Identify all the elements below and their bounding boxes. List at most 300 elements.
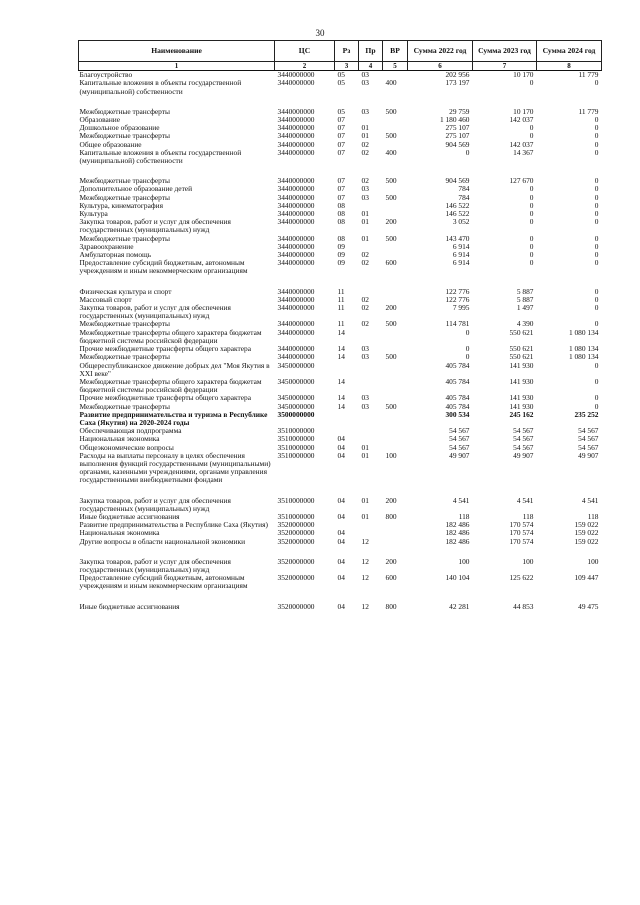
row-vr xyxy=(383,141,408,149)
table-row xyxy=(79,444,602,452)
row-sum-2023: 0 xyxy=(529,193,534,202)
row-pr: 03 xyxy=(361,345,369,354)
row-cs-code: 3520000000 xyxy=(277,557,315,566)
row-name: Обеспечивающая подпрограмма xyxy=(79,427,182,436)
row-sum-2022: 4 541 xyxy=(452,496,470,505)
row-name: Межбюджетные трансферты xyxy=(79,353,170,362)
row-vr: 500 xyxy=(385,177,397,186)
row-cs-code: 3440000000 xyxy=(277,353,315,362)
table-row xyxy=(79,132,602,140)
row-cs-code: 3450000000 xyxy=(277,402,315,411)
row-sum-2024: 0 xyxy=(594,287,599,296)
table-row xyxy=(79,427,602,435)
row-sum-2024: 0 xyxy=(594,234,599,243)
row-sum-2022: 1 180 460 xyxy=(439,116,470,125)
row-rz: 04 xyxy=(337,557,345,566)
row-sum-2024: 0 xyxy=(594,193,599,202)
row-sum-2023: 0 xyxy=(529,218,534,227)
row-cs-code: 3450000000 xyxy=(277,361,315,370)
row-name: Закупка товаров, работ и услуг для обеспечения государственных (муниципальных) нужд xyxy=(79,218,231,235)
row-sum-2024: 49 475 xyxy=(578,602,599,611)
table-row xyxy=(79,435,602,443)
row-vr: 200 xyxy=(385,304,397,313)
row-vr: 800 xyxy=(385,602,397,611)
row-rz: 07 xyxy=(337,132,345,141)
row-pr: 01 xyxy=(361,496,369,505)
row-sum-2022: 405 784 xyxy=(445,361,470,370)
row-rz: 09 xyxy=(337,259,345,268)
row-name: Прочие межбюджетные трансферты общего характера xyxy=(79,345,252,354)
row-name: Межбюджетные трансферты xyxy=(79,320,170,329)
row-vr xyxy=(383,251,408,259)
header-sum-2022: Сумма 2022 год xyxy=(408,41,473,62)
row-vr xyxy=(383,288,408,296)
row-rz: 11 xyxy=(337,295,345,304)
row-sum-2022: 49 907 xyxy=(449,451,470,460)
row-name: Межбюджетные трансферты общего характера бюджетам бюджетной системы российской федерации xyxy=(79,328,262,345)
table-row xyxy=(79,288,602,296)
row-sum-2022: 114 781 xyxy=(445,320,470,329)
row-name: Межбюджетные трансферты xyxy=(79,234,170,243)
row-pr: 02 xyxy=(361,177,369,186)
row-cs-code: 3440000000 xyxy=(277,70,315,80)
table-row xyxy=(79,353,602,361)
table-row xyxy=(79,243,602,251)
row-sum-2023: 54 567 xyxy=(513,435,534,444)
row-vr: 200 xyxy=(385,218,397,227)
row-vr xyxy=(383,185,408,193)
row-sum-2022: 54 567 xyxy=(449,443,470,452)
header-rz: Рз xyxy=(335,41,359,62)
row-pr: 03 xyxy=(361,353,369,362)
row-rz: 09 xyxy=(337,251,345,260)
row-sum-2023: 0 xyxy=(529,79,534,88)
row-pr: 01 xyxy=(361,451,369,460)
row-pr: 12 xyxy=(361,602,369,611)
row-sum-2024: 0 xyxy=(594,295,599,304)
row-vr: 600 xyxy=(385,574,397,583)
row-sum-2024: 0 xyxy=(594,402,599,411)
row-spacer-cell xyxy=(79,96,602,108)
row-rz: 07 xyxy=(337,193,345,202)
row-sum-2023: 0 xyxy=(529,132,534,141)
row-sum-2022: 0 xyxy=(465,148,470,157)
row-name: Развитие предпринимательства и туризма в Республике Саха (Якутия) на 2020-2024 годы xyxy=(79,410,268,427)
table-row xyxy=(79,194,602,202)
row-sum-2022: 904 569 xyxy=(445,177,470,186)
row-pr: 01 xyxy=(361,124,369,133)
row-vr xyxy=(383,329,408,345)
table-row xyxy=(79,394,602,402)
row-rz: 04 xyxy=(337,496,345,505)
row-pr: 03 xyxy=(361,402,369,411)
row-sum-2023: 170 574 xyxy=(509,521,534,530)
row-cs-code: 3440000000 xyxy=(277,320,315,329)
table-row xyxy=(79,108,602,116)
row-pr: 03 xyxy=(361,107,369,116)
row-sum-2023: 127 670 xyxy=(509,177,534,186)
row-vr: 500 xyxy=(385,320,397,329)
row-cs-code: 3440000000 xyxy=(277,328,315,337)
header-sum-2024: Сумма 2024 год xyxy=(537,41,602,62)
row-pr: 02 xyxy=(361,251,369,260)
row-spacer-cell xyxy=(79,485,602,497)
row-spacer-cell xyxy=(79,276,602,288)
row-name: Дополнительное образование детей xyxy=(79,185,193,194)
table-row xyxy=(79,497,602,513)
row-rz: 11 xyxy=(337,320,345,329)
table-row xyxy=(79,259,602,275)
row-cs-code: 3440000000 xyxy=(277,116,315,125)
row-vr xyxy=(383,210,408,218)
table-row xyxy=(79,251,602,259)
row-name: Межбюджетные трансферты xyxy=(79,193,170,202)
row-rz: 04 xyxy=(337,443,345,452)
row-sum-2023: 550 621 xyxy=(509,345,534,354)
row-cs-code: 3510000000 xyxy=(277,496,315,505)
row-sum-2023: 141 930 xyxy=(509,361,534,370)
row-pr: 03 xyxy=(361,193,369,202)
row-sum-2023: 54 567 xyxy=(513,427,534,436)
row-vr: 200 xyxy=(385,557,397,566)
row-cs-code: 3440000000 xyxy=(277,79,315,88)
row-sum-2024: 54 567 xyxy=(578,443,599,452)
row-pr xyxy=(359,329,383,345)
row-sum-2024: 0 xyxy=(594,185,599,194)
row-pr xyxy=(359,435,383,443)
row-pr: 02 xyxy=(361,295,369,304)
row-sum-2024: 0 xyxy=(594,218,599,227)
row-cs-code: 3440000000 xyxy=(277,251,315,260)
row-sum-2023: 142 037 xyxy=(509,140,534,149)
row-name: Межбюджетные трансферты xyxy=(79,132,170,141)
row-rz: 08 xyxy=(337,218,345,227)
row-sum-2023: 0 xyxy=(529,234,534,243)
header-number: 8 xyxy=(537,62,602,71)
row-cs-code: 3510000000 xyxy=(277,443,315,452)
row-name: Общее образование xyxy=(79,140,142,149)
row-sum-2023: 10 170 xyxy=(513,107,534,116)
row-pr: 02 xyxy=(361,259,369,268)
row-vr: 200 xyxy=(385,496,397,505)
row-rz xyxy=(335,427,359,435)
row-vr: 600 xyxy=(385,259,397,268)
row-cs-code: 3510000000 xyxy=(277,435,315,444)
row-pr xyxy=(359,521,383,529)
table-row xyxy=(79,177,602,185)
row-name: Дошкольное образование xyxy=(79,124,160,133)
row-sum-2022: 54 567 xyxy=(449,427,470,436)
table-row xyxy=(79,79,602,95)
header-number: 7 xyxy=(473,62,537,71)
table-row xyxy=(79,574,602,590)
table-body xyxy=(79,71,602,611)
row-vr xyxy=(383,411,408,427)
row-sum-2024: 0 xyxy=(594,377,599,386)
row-name: Общеэкономические вопросы xyxy=(79,443,174,452)
row-sum-2022: 140 104 xyxy=(445,574,470,583)
row-name: Массовый спорт xyxy=(79,295,132,304)
row-sum-2022: 182 486 xyxy=(445,521,470,530)
row-sum-2022: 182 486 xyxy=(445,537,470,546)
row-vr xyxy=(383,444,408,452)
row-rz: 04 xyxy=(337,435,345,444)
row-rz: 04 xyxy=(337,529,345,538)
row-sum-2024: 0 xyxy=(594,132,599,141)
table-row xyxy=(79,235,602,243)
row-cs-code: 3440000000 xyxy=(277,218,315,227)
row-vr xyxy=(383,345,408,353)
row-rz: 08 xyxy=(337,210,345,219)
header-row xyxy=(79,41,602,62)
header-name: Наименование xyxy=(79,41,275,62)
table-row xyxy=(79,403,602,411)
row-sum-2023: 5 887 xyxy=(516,295,534,304)
row-sum-2024: 159 022 xyxy=(574,529,599,538)
row-spacer-cell xyxy=(79,546,602,558)
row-vr xyxy=(383,116,408,124)
row-sum-2024: 100 xyxy=(587,557,599,566)
row-cs-code: 3440000000 xyxy=(277,287,315,296)
row-cs-code: 3440000000 xyxy=(277,201,315,210)
row-sum-2022: 42 281 xyxy=(449,602,470,611)
row-vr: 500 xyxy=(385,193,397,202)
row-vr: 400 xyxy=(385,79,397,88)
row-sum-2022: 7 995 xyxy=(452,304,470,313)
row-sum-2022: 6 914 xyxy=(452,259,470,268)
table-row xyxy=(79,362,602,378)
row-sum-2022: 6 914 xyxy=(452,251,470,260)
row-rz: 07 xyxy=(337,185,345,194)
row-rz: 05 xyxy=(337,79,345,88)
row-name: Капитальные вложения в объекты государственной (муниципальной) собственности xyxy=(79,148,242,166)
row-pr: 01 xyxy=(361,132,369,141)
row-vr: 500 xyxy=(385,402,397,411)
row-sum-2023: 141 930 xyxy=(509,402,534,411)
row-sum-2022: 405 784 xyxy=(445,402,470,411)
row-name: Предоставление субсидий бюджетным, автономным учреждениям и иным некоммерческим организациям xyxy=(79,259,248,276)
header-vr: ВР xyxy=(383,41,408,62)
table-row xyxy=(79,452,602,485)
row-vr xyxy=(383,378,408,394)
row-sum-2022: 173 197 xyxy=(445,79,470,88)
table-row xyxy=(79,329,602,345)
row-sum-2024: 54 567 xyxy=(578,427,599,436)
row-cs-code: 3440000000 xyxy=(277,259,315,268)
row-sum-2023: 141 930 xyxy=(509,377,534,386)
row-pr xyxy=(359,529,383,537)
row-vr xyxy=(383,71,408,80)
row-pr: 03 xyxy=(361,79,369,88)
row-sum-2023: 170 574 xyxy=(509,537,534,546)
table-row xyxy=(79,529,602,537)
row-sum-2022: 6 914 xyxy=(452,242,470,251)
row-sum-2024: 0 xyxy=(594,124,599,133)
row-sum-2023: 0 xyxy=(529,259,534,268)
row-pr: 12 xyxy=(361,574,369,583)
table-row xyxy=(79,521,602,529)
row-pr: 02 xyxy=(361,148,369,157)
row-sum-2023: 141 930 xyxy=(509,394,534,403)
row-vr xyxy=(383,521,408,529)
row-name: Предоставление субсидий бюджетным, автономным учреждениям и иным некоммерческим организациям xyxy=(79,574,248,591)
row-sum-2022: 54 567 xyxy=(449,435,470,444)
row-pr: 03 xyxy=(361,394,369,403)
header-pr: Пр xyxy=(359,41,383,62)
row-name: Закупка товаров, работ и услуг для обеспечения государственных (муниципальных) нужд xyxy=(79,557,231,574)
row-rz: 14 xyxy=(337,402,345,411)
row-sum-2023: 550 621 xyxy=(509,353,534,362)
row-sum-2024: 11 779 xyxy=(578,70,599,80)
row-cs-code: 3440000000 xyxy=(277,242,315,251)
row-cs-code: 3500000000 xyxy=(277,410,315,419)
row-name: Другие вопросы в области национальной экономики xyxy=(79,537,246,546)
row-spacer xyxy=(79,165,602,177)
row-vr: 400 xyxy=(385,148,397,157)
row-cs-code: 3440000000 xyxy=(277,185,315,194)
row-cs-code: 3440000000 xyxy=(277,210,315,219)
row-pr: 02 xyxy=(361,320,369,329)
row-pr: 03 xyxy=(361,70,369,80)
row-sum-2022: 0 xyxy=(465,353,470,362)
budget-table xyxy=(78,40,602,611)
row-vr xyxy=(383,394,408,402)
row-name: Культура xyxy=(79,210,108,219)
row-sum-2024: 0 xyxy=(594,79,599,88)
row-rz: 14 xyxy=(337,377,345,386)
row-rz: 14 xyxy=(337,345,345,354)
row-name: Культура, кинематография xyxy=(79,201,163,210)
row-cs-code: 3510000000 xyxy=(277,512,315,521)
row-cs-code: 3520000000 xyxy=(277,521,315,530)
header-number: 4 xyxy=(359,62,383,71)
header-sum-2023: Сумма 2023 год xyxy=(473,41,537,62)
row-rz: 07 xyxy=(337,177,345,186)
row-sum-2024: 0 xyxy=(594,177,599,186)
row-pr: 02 xyxy=(361,304,369,313)
table-row xyxy=(79,210,602,218)
row-name: Межбюджетные трансферты xyxy=(79,177,170,186)
row-spacer xyxy=(79,276,602,288)
row-name: Развитие предпринимательства в Республике Саха (Якутия) xyxy=(79,521,268,530)
row-cs-code: 3450000000 xyxy=(277,377,315,386)
row-sum-2023: 14 367 xyxy=(513,148,534,157)
row-sum-2022: 0 xyxy=(465,328,470,337)
row-name: Национальная экономика xyxy=(79,529,160,538)
row-pr xyxy=(359,427,383,435)
row-vr xyxy=(383,202,408,210)
row-vr xyxy=(383,362,408,378)
table-row xyxy=(79,141,602,149)
row-name: Межбюджетные трансферты xyxy=(79,402,170,411)
row-cs-code: 3440000000 xyxy=(277,132,315,141)
row-vr: 500 xyxy=(385,107,397,116)
row-vr xyxy=(383,124,408,132)
page-number: 30 xyxy=(315,28,325,38)
row-pr: 02 xyxy=(361,140,369,149)
row-sum-2024: 0 xyxy=(594,251,599,260)
row-name: Капитальные вложения в объекты государственной (муниципальной) собственности xyxy=(79,79,242,96)
row-sum-2023: 125 622 xyxy=(509,574,534,583)
row-cs-code: 3440000000 xyxy=(277,177,315,186)
table-row xyxy=(79,71,602,80)
row-cs-code: 3440000000 xyxy=(277,124,315,133)
row-sum-2024: 1 080 134 xyxy=(568,345,599,354)
row-name: Межбюджетные трансферты общего характера бюджетам бюджетной системы российской федерации xyxy=(79,377,262,395)
row-sum-2023: 550 621 xyxy=(509,328,534,337)
row-sum-2023: 245 162 xyxy=(509,410,534,419)
row-vr: 100 xyxy=(385,451,397,460)
row-rz: 14 xyxy=(337,394,345,403)
table-row xyxy=(79,116,602,124)
row-pr: 01 xyxy=(361,443,369,452)
table-row xyxy=(79,538,602,546)
row-rz: 11 xyxy=(337,304,345,313)
row-rz: 04 xyxy=(337,602,345,611)
row-cs-code: 3520000000 xyxy=(277,529,315,538)
row-rz xyxy=(335,521,359,529)
row-vr xyxy=(383,243,408,251)
header-number: 3 xyxy=(335,62,359,71)
row-sum-2024: 0 xyxy=(594,259,599,268)
row-sum-2022: 202 956 xyxy=(445,70,470,80)
row-sum-2023: 10 170 xyxy=(513,70,534,80)
row-cs-code: 3440000000 xyxy=(277,295,315,304)
row-sum-2024: 1 080 134 xyxy=(568,353,599,362)
row-sum-2022: 784 xyxy=(458,185,470,194)
row-pr xyxy=(359,243,383,251)
row-pr xyxy=(359,378,383,394)
table-row xyxy=(79,218,602,234)
row-rz: 04 xyxy=(337,512,345,521)
header-cs: ЦС xyxy=(275,41,335,62)
header-number: 2 xyxy=(275,62,335,71)
row-sum-2024: 0 xyxy=(594,361,599,370)
row-pr: 01 xyxy=(361,512,369,521)
row-pr: 01 xyxy=(361,218,369,227)
row-sum-2022: 29 759 xyxy=(449,107,470,116)
row-rz: 08 xyxy=(337,201,345,210)
row-rz: 14 xyxy=(337,353,345,362)
row-pr xyxy=(359,362,383,378)
row-rz xyxy=(335,411,359,427)
row-name: Межбюджетные трансферты xyxy=(79,107,170,116)
row-sum-2022: 182 486 xyxy=(445,529,470,538)
row-sum-2024: 49 907 xyxy=(578,451,599,460)
row-name: Амбулаторная помощь xyxy=(79,251,152,260)
row-sum-2022: 122 776 xyxy=(445,295,470,304)
row-rz: 11 xyxy=(337,287,345,296)
row-sum-2023: 0 xyxy=(529,201,534,210)
row-sum-2023: 44 853 xyxy=(513,602,534,611)
row-name: Закупка товаров, работ и услуг для обеспечения государственных (муниципальных) нужд xyxy=(79,496,231,513)
row-rz: 07 xyxy=(337,116,345,125)
row-sum-2024: 0 xyxy=(594,201,599,210)
row-sum-2024: 0 xyxy=(594,210,599,219)
row-sum-2023: 1 497 xyxy=(516,304,534,313)
row-rz: 07 xyxy=(337,140,345,149)
row-cs-code: 3440000000 xyxy=(277,140,315,149)
table-row xyxy=(79,558,602,574)
row-rz: 14 xyxy=(337,328,345,337)
row-sum-2023: 0 xyxy=(529,124,534,133)
row-cs-code: 3510000000 xyxy=(277,427,315,436)
row-name: Благоустройство xyxy=(79,70,133,80)
row-sum-2022: 3 052 xyxy=(452,218,470,227)
row-name: Закупка товаров, работ и услуг для обеспечения государственных (муниципальных) нужд xyxy=(79,304,231,321)
row-sum-2024: 159 022 xyxy=(574,537,599,546)
row-spacer xyxy=(79,96,602,108)
